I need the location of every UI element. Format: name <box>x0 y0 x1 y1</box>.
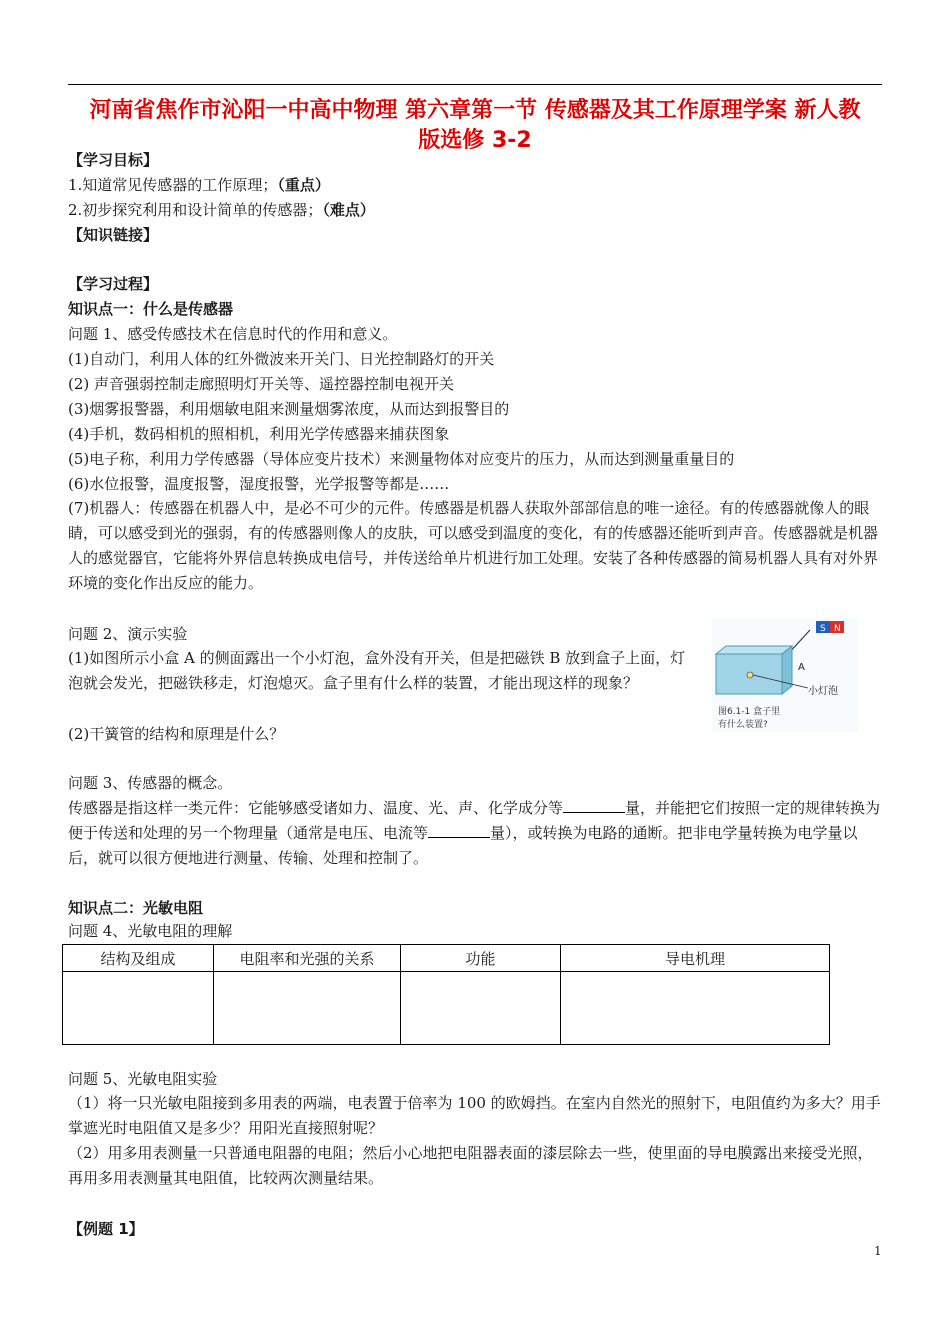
table-cell[interactable] <box>63 972 214 1045</box>
box-illustration <box>712 618 858 732</box>
photoresistor-table <box>62 944 830 1045</box>
goal-item-2-tag: （难点） <box>322 201 375 219</box>
page-title <box>68 96 882 156</box>
kp2-title: 知识点二：光敏电阻 <box>68 899 204 917</box>
kp1-q2-1: (1)如图所示小盒 A 的侧面露出一个小灯泡，盒外没有开关，但是把磁铁 B 放到盒子上面，灯泡就会发光，把磁铁移走，灯泡熄灭。盒子里有什么样的装置，才能出现这样的现象？ <box>68 649 686 692</box>
title-line-1: 河南省焦作市沁阳一中高中物理 第六章第一节 传感器及其工作原理学案 新人教 <box>89 98 861 123</box>
links-header: 【知识链接】 <box>68 226 159 244</box>
page-number: 1 <box>874 1244 882 1258</box>
kp1-q3-a: 传感器是指这样一类元件：它能够感受诸如力、温度、光、声、化学成分等 <box>68 799 564 817</box>
svg-text:有什么装置?: 有什么装置? <box>718 720 768 730</box>
goal-item-2-text: 2.初步探究利用和设计简单的传感器； <box>68 201 323 219</box>
goal-item-1 <box>68 175 330 195</box>
table-row <box>63 972 830 1045</box>
kp1-item-6: (6)水位报警，温度报警，湿度报警，光学报警等都是…… <box>68 475 450 493</box>
svg-text:S: S <box>820 624 826 634</box>
fill-blank-2[interactable] <box>428 823 490 838</box>
kp1-item-5: (5)电子称，利用力学传感器（导体应变片技术）来测量物体对应变片的压力，从而达到测量重量目的 <box>68 450 735 468</box>
table-header-cell: 导电机理 <box>561 945 830 972</box>
svg-text:A: A <box>798 662 805 673</box>
kp1-item-2: (2) 声音强弱控制走廊照明灯开关等、遥控器控制电视开关 <box>68 375 455 393</box>
goal-item-1-tag: （重点） <box>277 176 330 194</box>
kp1-q2: 问题 2、演示实验 <box>68 625 188 643</box>
svg-text:N: N <box>834 624 841 634</box>
title-line-2: 版选修 3-2 <box>418 128 532 153</box>
kp1-q3-c: 量），或转换为电路的通断。把非电学量转换为电学量以后，就可以很方便地进行测量、传输、处理和控制了。 <box>68 824 858 867</box>
table-header-cell: 功能 <box>401 945 561 972</box>
table-cell[interactable] <box>401 972 561 1045</box>
kp1-q3-text <box>68 796 886 871</box>
kp1-item-1: (1)自动门，利用人体的红外微波来开关门、日光控制路灯的开关 <box>68 350 495 368</box>
kp1-q1: 问题 1、感受传感技术在信息时代的作用和意义。 <box>68 325 398 343</box>
kp1-item-4: (4)手机，数码相机的照相机，利用光学传感器来捕获图象 <box>68 425 450 443</box>
kp1-item-7: (7)机器人：传感器在机器人中，是必不可少的元件。传感器是机器人获取外部部信息的唯一途径。有的传感器就像人的眼睛，可以感受到光的强弱，有的传感器则像人的皮肤，可以感受到温度的变化，有的传感器还能听到声音。传感器就是机器人的感觉器官，它能将外界信息转换成电信号，并传送给单片机进行加工处理。安装了各种传感器的简易机器人具有对外界环境的变化作出反应的能力。 <box>68 499 879 592</box>
kp2-q5-2: （2）用多用表测量一只普通电阻器的电阻；然后小心地把电阻器表面的漆层除去一些，使里面的导电膜露出来接受光照，再用多用表测量其电阻值，比较两次测量结果。 <box>68 1144 873 1187</box>
bulb-icon <box>747 672 753 678</box>
table-cell[interactable] <box>214 972 401 1045</box>
table-cell[interactable] <box>561 972 830 1045</box>
example-header: 【例题 1】 <box>68 1220 144 1238</box>
top-rule <box>68 84 882 85</box>
svg-text:图6.1-1 盒子里: 图6.1-1 盒子里 <box>718 707 781 717</box>
kp1-q3: 问题 3、传感器的概念。 <box>68 774 233 792</box>
kp2-q5-1: （1）将一只光敏电阻接到多用表的两端，电表置于倍率为 100 的欧姆挡。在室内自然光的照射下，电阻值约为多大？用手掌遮光时电阻值又是多少？用阳光直接照射呢？ <box>68 1094 881 1137</box>
table-header-cell: 结构及组成 <box>63 945 214 972</box>
goal-item-2 <box>68 200 375 220</box>
kp1-q3-b: 量，并能把它们按照一定的规律转换为便于传送和处理的另一个物理量（通常是电压、电流等 <box>68 799 881 842</box>
box-figure <box>712 618 858 732</box>
goal-item-1-text: 1.知道常见传感器的工作原理； <box>68 176 278 194</box>
kp2-q5: 问题 5、光敏电阻实验 <box>68 1070 218 1088</box>
kp1-q2-2: (2)干簧管的结构和原理是什么？ <box>68 725 285 743</box>
process-header: 【学习过程】 <box>68 275 159 293</box>
kp1-item-3: (3)烟雾报警器，利用烟敏电阻来测量烟雾浓度，从而达到报警目的 <box>68 400 510 418</box>
kp1-title: 知识点一：什么是传感器 <box>68 300 234 318</box>
kp2-q4: 问题 4、光敏电阻的理解 <box>68 922 233 940</box>
table-header-cell: 电阻率和光强的关系 <box>214 945 401 972</box>
fill-blank-1[interactable] <box>563 798 625 813</box>
table-header-row <box>63 945 830 972</box>
goals-header: 【学习目标】 <box>68 151 159 169</box>
svg-text:小灯泡: 小灯泡 <box>808 686 838 697</box>
